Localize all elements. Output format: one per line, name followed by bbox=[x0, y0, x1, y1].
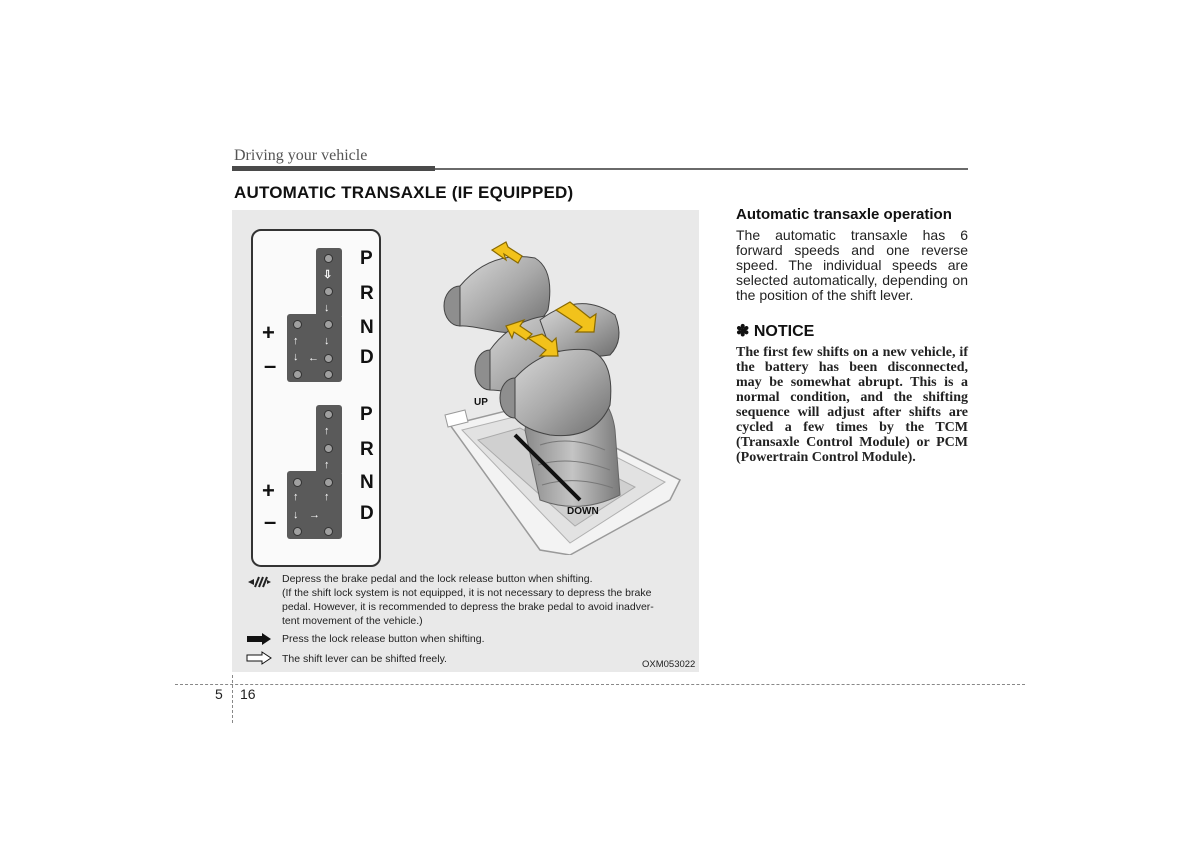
gear-letter-r: R bbox=[360, 283, 374, 304]
gear-letter-d: D bbox=[360, 503, 374, 524]
gate-dot bbox=[324, 410, 333, 419]
text-column bbox=[736, 206, 968, 465]
gear-letter-n: N bbox=[360, 317, 374, 338]
page-chapter: 5 bbox=[215, 686, 223, 702]
gear-letter-n: N bbox=[360, 472, 374, 493]
label-up: UP bbox=[474, 397, 488, 408]
header-rule-thin bbox=[435, 168, 968, 170]
gate-dot bbox=[324, 478, 333, 487]
operation-heading: Automatic transaxle operation bbox=[736, 206, 952, 223]
arrow-down-icon: ↓ bbox=[293, 509, 299, 521]
gate-dot bbox=[324, 287, 333, 296]
legend-line: Press the lock release button when shifting. bbox=[282, 633, 485, 645]
gear-letter-r: R bbox=[360, 439, 374, 460]
gate-dot bbox=[293, 320, 302, 329]
footer-divider bbox=[232, 675, 233, 723]
arrow-up-icon: ↑ bbox=[293, 335, 299, 347]
plus-sign: + bbox=[262, 320, 275, 345]
gate-dot bbox=[324, 444, 333, 453]
label-down: DOWN bbox=[567, 506, 599, 517]
arrow-left-icon: ← bbox=[308, 352, 319, 364]
minus-sign: – bbox=[264, 509, 277, 534]
arrow-up-icon: ↑ bbox=[324, 491, 330, 503]
gate-dot bbox=[293, 370, 302, 379]
arrow-up-icon: ↑ bbox=[324, 425, 330, 437]
solid-arrow-icon bbox=[246, 633, 272, 645]
gear-letter-d: D bbox=[360, 347, 374, 368]
gate-dot bbox=[324, 354, 333, 363]
gate-dot bbox=[324, 320, 333, 329]
page-number: 16 bbox=[240, 686, 256, 702]
arrow-down-icon: ↓ bbox=[324, 335, 330, 347]
arrow-down-icon: ↓ bbox=[324, 302, 330, 314]
gear-letter-p: P bbox=[360, 248, 373, 269]
minus-sign: – bbox=[264, 353, 277, 378]
legend-line: The shift lever can be shifted freely. bbox=[282, 653, 447, 665]
running-head: Driving your vehicle bbox=[234, 147, 368, 164]
arrow-down-outline-icon: ⇩ bbox=[323, 269, 333, 281]
arrow-up-icon: ↑ bbox=[293, 491, 299, 503]
gate-dot bbox=[324, 254, 333, 263]
legend-line: tent movement of the vehicle.) bbox=[282, 615, 423, 627]
gate-dot bbox=[324, 527, 333, 536]
brake-and-lock-icon bbox=[246, 575, 272, 589]
legend-line: pedal. However, it is recommended to depress the brake pedal to avoid inadver- bbox=[282, 601, 654, 613]
arrow-right-icon: → bbox=[309, 509, 320, 521]
gate-dot bbox=[324, 370, 333, 379]
plus-sign: + bbox=[262, 478, 275, 503]
shift-lever-illustration bbox=[420, 230, 690, 555]
notice-heading: ✽ NOTICE bbox=[736, 323, 815, 340]
operation-body: The automatic transaxle has 6 forward speeds and one reverse speed. The individual speeds are selected automatically, depending on the position of the shift lever. bbox=[736, 227, 968, 303]
figure-code: OXM053022 bbox=[642, 659, 696, 670]
notice-body: The first few shifts on a new vehicle, if the battery has been disconnected, may be somewhat abrupt. This is a normal condition, and the shifting sequence will adjust after shifts are cycled a few times by the TCM (Transaxle Control Module) or PCM (Powertrain Control Module). bbox=[736, 345, 968, 465]
gate-dot bbox=[293, 527, 302, 536]
section-title: AUTOMATIC TRANSAXLE (IF EQUIPPED) bbox=[234, 183, 574, 202]
arrow-down-icon: ↓ bbox=[293, 351, 299, 363]
legend-line: Depress the brake pedal and the lock release button when shifting. bbox=[282, 573, 593, 585]
footer-rule bbox=[175, 684, 1025, 685]
legend-line: (If the shift lock system is not equipped, it is not necessary to depress the brake bbox=[282, 587, 652, 599]
header-rule-thick bbox=[232, 166, 435, 171]
arrow-up-icon: ↑ bbox=[324, 459, 330, 471]
gate-dot bbox=[293, 478, 302, 487]
gear-letter-p: P bbox=[360, 404, 373, 425]
outline-arrow-icon bbox=[246, 651, 272, 665]
